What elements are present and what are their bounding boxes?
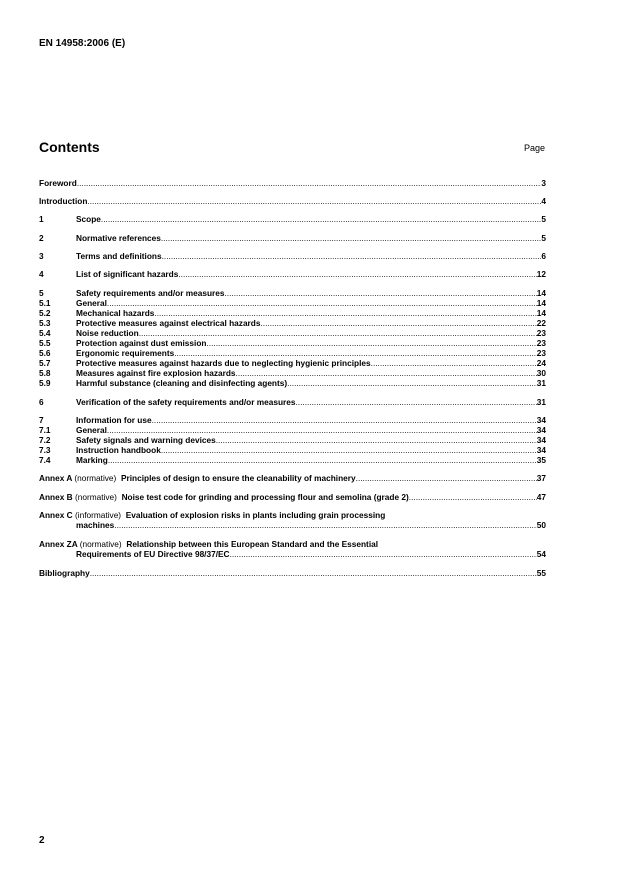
- toc-entry-title: Protective measures against hazards due to neglecting hygienic principles: [76, 358, 371, 368]
- toc-entry-title: Information for use: [76, 415, 152, 425]
- toc-entry-number: 5.1: [39, 298, 51, 308]
- toc-entry-title: Verification of the safety requirements and/or measures: [76, 397, 296, 407]
- dot-leader: [216, 435, 537, 445]
- page-column-label: Page: [523, 143, 545, 153]
- toc-entry-number: 5.7: [39, 358, 51, 368]
- annex-kind: (normative): [74, 473, 117, 483]
- toc-entry-2[interactable]: [39, 233, 546, 243]
- annex-label: Annex A: [39, 473, 73, 483]
- toc-entry-page: 50: [536, 520, 546, 530]
- dot-leader: [77, 178, 542, 188]
- toc-entry-7-3[interactable]: [39, 445, 546, 455]
- toc-entry-title: Marking: [76, 455, 108, 465]
- toc-entry-title: Measures against fire explosion hazards: [76, 368, 236, 378]
- toc-entry-page: 23: [536, 348, 546, 358]
- toc-entry-7-4[interactable]: [39, 455, 546, 465]
- toc-entry-title: Introduction: [39, 196, 88, 206]
- toc-entry-5-7[interactable]: [39, 358, 546, 368]
- toc-entry-number: 5.6: [39, 348, 51, 358]
- annex-title-continuation: machines: [76, 520, 115, 530]
- annex-title: Noise test code for grinding and processing flour and semolina (grade 2): [121, 492, 409, 502]
- annex-title-continuation: Requirements of EU Directive 98/37/EC: [76, 549, 230, 559]
- dot-leader: [161, 445, 537, 455]
- toc-entry-number: 7: [39, 415, 44, 425]
- toc-entry-introduction[interactable]: [39, 196, 546, 206]
- toc-entry-3[interactable]: [39, 251, 546, 261]
- toc-entry-number: 6: [39, 397, 44, 407]
- toc-entry-page: 30: [536, 368, 546, 378]
- annex-kind: (informative): [74, 510, 122, 520]
- toc-entry-page: 22: [536, 318, 546, 328]
- annex-kind: (normative): [79, 539, 122, 549]
- toc-entry-page: 14: [536, 298, 546, 308]
- contents-heading: Contents: [39, 139, 100, 155]
- dot-leader: [114, 520, 536, 530]
- toc-entry-number: 5.8: [39, 368, 51, 378]
- toc-entry-number: 3: [39, 251, 44, 261]
- dot-leader: [101, 214, 541, 224]
- toc-entry-title: General: [76, 298, 107, 308]
- toc-entry-title: Protective measures against electrical hazards: [76, 318, 261, 328]
- annex-label: Annex C: [39, 510, 73, 520]
- dot-leader: [224, 288, 536, 298]
- dot-leader: [409, 492, 537, 502]
- toc-entry-page: 24: [536, 358, 546, 368]
- dot-leader: [87, 196, 541, 206]
- dot-leader: [206, 338, 536, 348]
- toc-entry-number: 5.2: [39, 308, 51, 318]
- annex-title: Relationship between this European Standard and the Essential: [126, 539, 379, 549]
- toc-entry-5[interactable]: [39, 288, 546, 298]
- toc-entry-page: 12: [536, 269, 546, 279]
- dot-leader: [178, 269, 536, 279]
- dot-leader: [154, 308, 536, 318]
- annex-title: Evaluation of explosion risks in plants including grain processing: [125, 510, 386, 520]
- toc-entry-title: Bibliography: [39, 568, 90, 578]
- dot-leader: [107, 425, 537, 435]
- toc-entry-title: Protection against dust emission: [76, 338, 207, 348]
- annex-label: Annex B: [39, 492, 73, 502]
- toc-annex-a[interactable]: [39, 473, 546, 483]
- toc-entry-5-8[interactable]: [39, 368, 546, 378]
- toc-entry-page: 34: [536, 445, 546, 455]
- dot-leader: [371, 358, 537, 368]
- toc-entry-page: 55: [536, 568, 546, 578]
- toc-entry-title: Safety signals and warning devices: [76, 435, 216, 445]
- toc-entry-number: 7.1: [39, 425, 51, 435]
- dot-leader: [295, 397, 536, 407]
- toc-entry-number: 7.4: [39, 455, 51, 465]
- toc-entry-bibliography[interactable]: [39, 568, 546, 578]
- toc-entry-number: 7.2: [39, 435, 51, 445]
- toc-entry-5-1[interactable]: [39, 298, 546, 308]
- toc-entry-page: 4: [541, 196, 546, 206]
- toc-entry-1[interactable]: [39, 214, 546, 224]
- toc-entry-7[interactable]: [39, 415, 546, 425]
- toc-entry-page: 31: [536, 378, 546, 388]
- toc-entry-number: 2: [39, 233, 44, 243]
- toc-entry-title: Safety requirements and/or measures: [76, 288, 225, 298]
- dot-leader: [287, 378, 537, 388]
- toc-entry-page: 5: [541, 214, 546, 224]
- toc-entry-title: Scope: [76, 214, 101, 224]
- dot-leader: [107, 298, 537, 308]
- toc-entry-page: 47: [536, 492, 546, 502]
- toc-entry-5-4[interactable]: [39, 328, 546, 338]
- toc-entry-page: 54: [536, 549, 546, 559]
- toc-annex-c[interactable]: [39, 510, 546, 530]
- toc-entry-title: Foreword: [39, 178, 77, 188]
- dot-leader: [152, 415, 537, 425]
- dot-leader: [260, 318, 536, 328]
- dot-leader: [108, 455, 537, 465]
- toc-entry-7-1[interactable]: [39, 425, 546, 435]
- toc-entry-page: 23: [536, 338, 546, 348]
- dot-leader: [139, 328, 537, 338]
- toc-entry-page: 3: [541, 178, 546, 188]
- toc-entry-title: Normative references: [76, 233, 161, 243]
- toc-entry-page: 37: [536, 473, 546, 483]
- toc-entry-number: 5.3: [39, 318, 51, 328]
- toc-entry-number: 7.3: [39, 445, 51, 455]
- toc-annex-za[interactable]: [39, 539, 546, 559]
- toc-entry-title: Harmful substance (cleaning and disinfecting agents): [76, 378, 288, 388]
- toc-entry-title: General: [76, 425, 107, 435]
- annex-label: Annex ZA: [39, 539, 78, 549]
- toc-entry-page: 34: [536, 425, 546, 435]
- toc-entry-page: 14: [536, 288, 546, 298]
- toc-entry-foreword[interactable]: [39, 178, 546, 188]
- toc-entry-title: Noise reduction: [76, 328, 139, 338]
- dot-leader: [236, 368, 537, 378]
- toc-entry-7-2[interactable]: [39, 435, 546, 445]
- toc-entry-5-6[interactable]: [39, 348, 546, 358]
- dot-leader: [161, 233, 542, 243]
- toc-entry-page: 6: [541, 251, 546, 261]
- toc-entry-number: 5.9: [39, 378, 51, 388]
- dot-leader: [356, 473, 537, 483]
- dot-leader: [90, 568, 537, 578]
- toc-entry-5-3[interactable]: [39, 318, 546, 328]
- toc-entry-page: 5: [541, 233, 546, 243]
- toc-entry-number: 5.4: [39, 328, 51, 338]
- toc-entry-page: 35: [536, 455, 546, 465]
- toc-entry-5-2[interactable]: [39, 308, 546, 318]
- toc-entry-5-9[interactable]: [39, 378, 546, 388]
- toc-entry-page: 14: [536, 308, 546, 318]
- toc-entry-page: 34: [536, 415, 546, 425]
- annex-title: Principles of design to ensure the cleanability of machinery: [120, 473, 356, 483]
- toc-entry-title: Ergonomic requirements: [76, 348, 175, 358]
- toc-entry-6[interactable]: [39, 397, 546, 407]
- toc-entry-number: 4: [39, 269, 44, 279]
- toc-entry-number: 5: [39, 288, 44, 298]
- toc-annex-b[interactable]: [39, 492, 546, 502]
- toc-entry-4[interactable]: [39, 269, 546, 279]
- toc-entry-5-5[interactable]: [39, 338, 546, 348]
- page-number: 2: [39, 835, 45, 846]
- dot-leader: [174, 348, 537, 358]
- annex-kind: (normative): [74, 492, 117, 502]
- toc-entry-number: 1: [39, 214, 44, 224]
- dot-leader: [230, 549, 537, 559]
- toc-entry-title: Instruction handbook: [76, 445, 161, 455]
- toc-entry-number: 5.5: [39, 338, 51, 348]
- toc-entry-title: Terms and definitions: [76, 251, 162, 261]
- document-header-id: EN 14958:2006 (E): [39, 38, 126, 49]
- dot-leader: [162, 251, 542, 261]
- toc-entry-title: List of significant hazards: [76, 269, 179, 279]
- toc-entry-page: 34: [536, 435, 546, 445]
- toc-entry-page: 31: [536, 397, 546, 407]
- toc-entry-page: 23: [536, 328, 546, 338]
- toc-entry-title: Mechanical hazards: [76, 308, 155, 318]
